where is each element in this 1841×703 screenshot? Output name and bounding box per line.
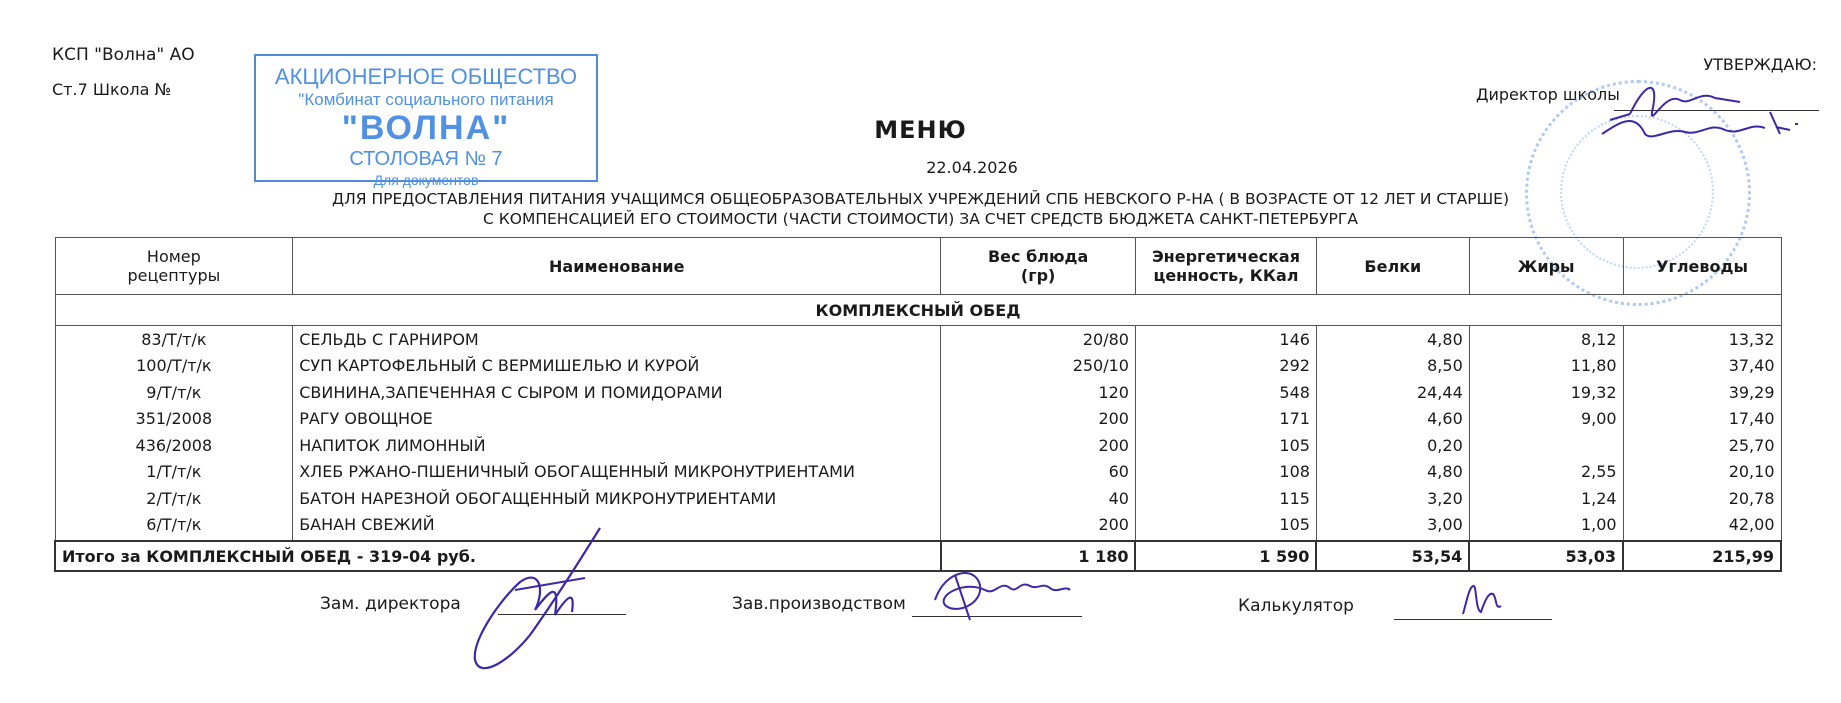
table-row <box>55 432 1781 459</box>
cell-weight: 20/80 <box>941 326 1136 353</box>
cell-carbs: 20,78 <box>1623 485 1781 512</box>
cell-protein: 3,00 <box>1316 512 1469 542</box>
table-header-row <box>55 238 1781 295</box>
cell-name: СУП КАРТОФЕЛЬНЫЙ С ВЕРМИШЕЛЬЮ И КУРОЙ <box>293 353 941 380</box>
total-carbs: 215,99 <box>1623 541 1781 571</box>
stamp-line-5: Для документов <box>373 172 479 188</box>
deputy-signature <box>460 520 620 680</box>
total-weight: 1 180 <box>941 541 1136 571</box>
cell-energy: 548 <box>1135 379 1316 406</box>
col-header-weight-line2: (гр) <box>1020 266 1056 285</box>
col-header-weight-line1: Вес блюда <box>987 247 1089 266</box>
cell-fat: 8,12 <box>1469 326 1623 353</box>
production-signature <box>925 560 1085 630</box>
cell-protein: 8,50 <box>1316 353 1469 380</box>
table-row <box>55 326 1781 353</box>
cell-carbs: 17,40 <box>1623 406 1781 433</box>
total-row <box>55 541 1781 571</box>
table-row <box>55 379 1781 406</box>
col-header-code <box>55 238 293 295</box>
school-name: Ст.7 Школа № <box>52 80 172 99</box>
table-row <box>55 485 1781 512</box>
table-row <box>55 459 1781 486</box>
stamp-line-2: "Комбинат социального питания <box>298 90 554 109</box>
cell-carbs: 25,70 <box>1623 432 1781 459</box>
cell-code: 100/Т/т/к <box>55 353 293 380</box>
cell-fat: 19,32 <box>1469 379 1623 406</box>
cell-weight: 40 <box>941 485 1136 512</box>
calculator-signature <box>1455 580 1515 620</box>
page-title: МЕНЮ <box>874 116 967 144</box>
cell-fat: 9,00 <box>1469 406 1623 433</box>
cell-code: 2/Т/т/к <box>55 485 293 512</box>
approve-label: УТВЕРЖДАЮ: <box>1703 55 1817 74</box>
col-header-fat: Жиры <box>1469 238 1623 295</box>
cell-energy: 105 <box>1135 512 1316 542</box>
cell-name: БАНАН СВЕЖИЙ <box>293 512 941 542</box>
cell-fat <box>1469 432 1623 459</box>
cell-code: 351/2008 <box>55 406 293 433</box>
table-row <box>55 512 1781 542</box>
cell-protein: 24,44 <box>1316 379 1469 406</box>
cell-code: 1/Т/т/к <box>55 459 293 486</box>
cell-name: ХЛЕБ РЖАНО-ПШЕНИЧНЫЙ ОБОГАЩЕННЫЙ МИКРОНУТРИЕНТАМИ <box>293 459 941 486</box>
cell-protein: 4,60 <box>1316 406 1469 433</box>
production-head-label: Зав.производством <box>732 594 906 614</box>
cell-energy: 115 <box>1135 485 1316 512</box>
cell-protein: 4,80 <box>1316 459 1469 486</box>
section-row <box>55 295 1781 326</box>
cell-weight: 200 <box>941 406 1136 433</box>
col-header-carbs: Углеводы <box>1623 238 1781 295</box>
table-row <box>55 406 1781 433</box>
director-label: Директор школы <box>1476 85 1620 104</box>
cell-weight: 200 <box>941 432 1136 459</box>
stamp-line-3: "ВОЛНА" <box>341 109 511 147</box>
subtitle-line-2: С КОМПЕНСАЦИЕЙ ЕГО СТОИМОСТИ (ЧАСТИ СТОИМОСТИ) ЗА СЧЕТ СРЕДСТВ БЮДЖЕТА САНКТ-ПЕТЕРБУРГА <box>483 210 1358 228</box>
cell-carbs: 42,00 <box>1623 512 1781 542</box>
cell-code: 6/Т/т/к <box>55 512 293 542</box>
cell-name: НАПИТОК ЛИМОННЫЙ <box>293 432 941 459</box>
total-fat: 53,03 <box>1469 541 1623 571</box>
col-header-protein: Белки <box>1316 238 1469 295</box>
deputy-director-label: Зам. директора <box>320 594 461 614</box>
table-row <box>55 353 1781 380</box>
cell-carbs: 13,32 <box>1623 326 1781 353</box>
menu-table <box>54 237 1782 572</box>
stamp-line-1: АКЦИОНЕРНОЕ ОБЩЕСТВО <box>274 64 578 89</box>
cell-carbs: 39,29 <box>1623 379 1781 406</box>
cell-energy: 171 <box>1135 406 1316 433</box>
cell-fat: 11,80 <box>1469 353 1623 380</box>
col-header-code-line1: Номер <box>146 247 201 266</box>
cell-fat: 1,00 <box>1469 512 1623 542</box>
subtitle-line-1: ДЛЯ ПРЕДОСТАВЛЕНИЯ ПИТАНИЯ УЧАЩИМСЯ ОБЩЕОБРАЗОВАТЕЛЬНЫХ УЧРЕЖДЕНИЙ СПБ НЕВСКОГО Р-НА ( В ВОЗРАСТЕ ОТ 12 ЛЕТ И СТАРШЕ) <box>331 190 1509 208</box>
cell-fat: 1,24 <box>1469 485 1623 512</box>
cell-carbs: 20,10 <box>1623 459 1781 486</box>
col-header-name: Наименование <box>293 238 941 295</box>
cell-code: 83/Т/т/к <box>55 326 293 353</box>
cell-code: 9/Т/т/к <box>55 379 293 406</box>
cell-name: СВИНИНА,ЗАПЕЧЕННАЯ С СЫРОМ И ПОМИДОРАМИ <box>293 379 941 406</box>
section-title: КОМПЛЕКСНЫЙ ОБЕД <box>55 295 1781 326</box>
total-label: Итого за КОМПЛЕКСНЫЙ ОБЕД - 319-04 руб. <box>55 541 941 571</box>
cell-energy: 105 <box>1135 432 1316 459</box>
cell-code: 436/2008 <box>55 432 293 459</box>
menu-date: 22.04.2026 <box>926 158 1018 177</box>
col-header-energy-line1: Энергетическая <box>1151 247 1300 266</box>
cell-weight: 60 <box>941 459 1136 486</box>
cell-fat: 2,55 <box>1469 459 1623 486</box>
cell-name: РАГУ ОВОЩНОЕ <box>293 406 941 433</box>
stamp-line-4: СТОЛОВАЯ № 7 <box>349 148 503 170</box>
cell-protein: 3,20 <box>1316 485 1469 512</box>
total-energy: 1 590 <box>1135 541 1316 571</box>
cell-weight: 250/10 <box>941 353 1136 380</box>
cell-name: БАТОН НАРЕЗНОЙ ОБОГАЩЕННЫЙ МИКРОНУТРИЕНТАМИ <box>293 485 941 512</box>
col-header-energy-line2: ценность, ККал <box>1153 266 1299 285</box>
cell-weight: 120 <box>941 379 1136 406</box>
cell-protein: 0,20 <box>1316 432 1469 459</box>
calculator-label: Калькулятор <box>1238 596 1354 616</box>
organization-name: КСП "Волна" АО <box>52 45 195 65</box>
cell-carbs: 37,40 <box>1623 353 1781 380</box>
total-protein: 53,54 <box>1316 541 1469 571</box>
col-header-code-line2: рецептуры <box>127 266 221 285</box>
cell-name: СЕЛЬДЬ С ГАРНИРОМ <box>293 326 941 353</box>
cell-energy: 292 <box>1135 353 1316 380</box>
cell-weight: 200 <box>941 512 1136 542</box>
col-header-weight <box>941 238 1136 295</box>
cell-energy: 108 <box>1135 459 1316 486</box>
cell-energy: 146 <box>1135 326 1316 353</box>
col-header-energy <box>1135 238 1316 295</box>
cell-protein: 4,80 <box>1316 326 1469 353</box>
